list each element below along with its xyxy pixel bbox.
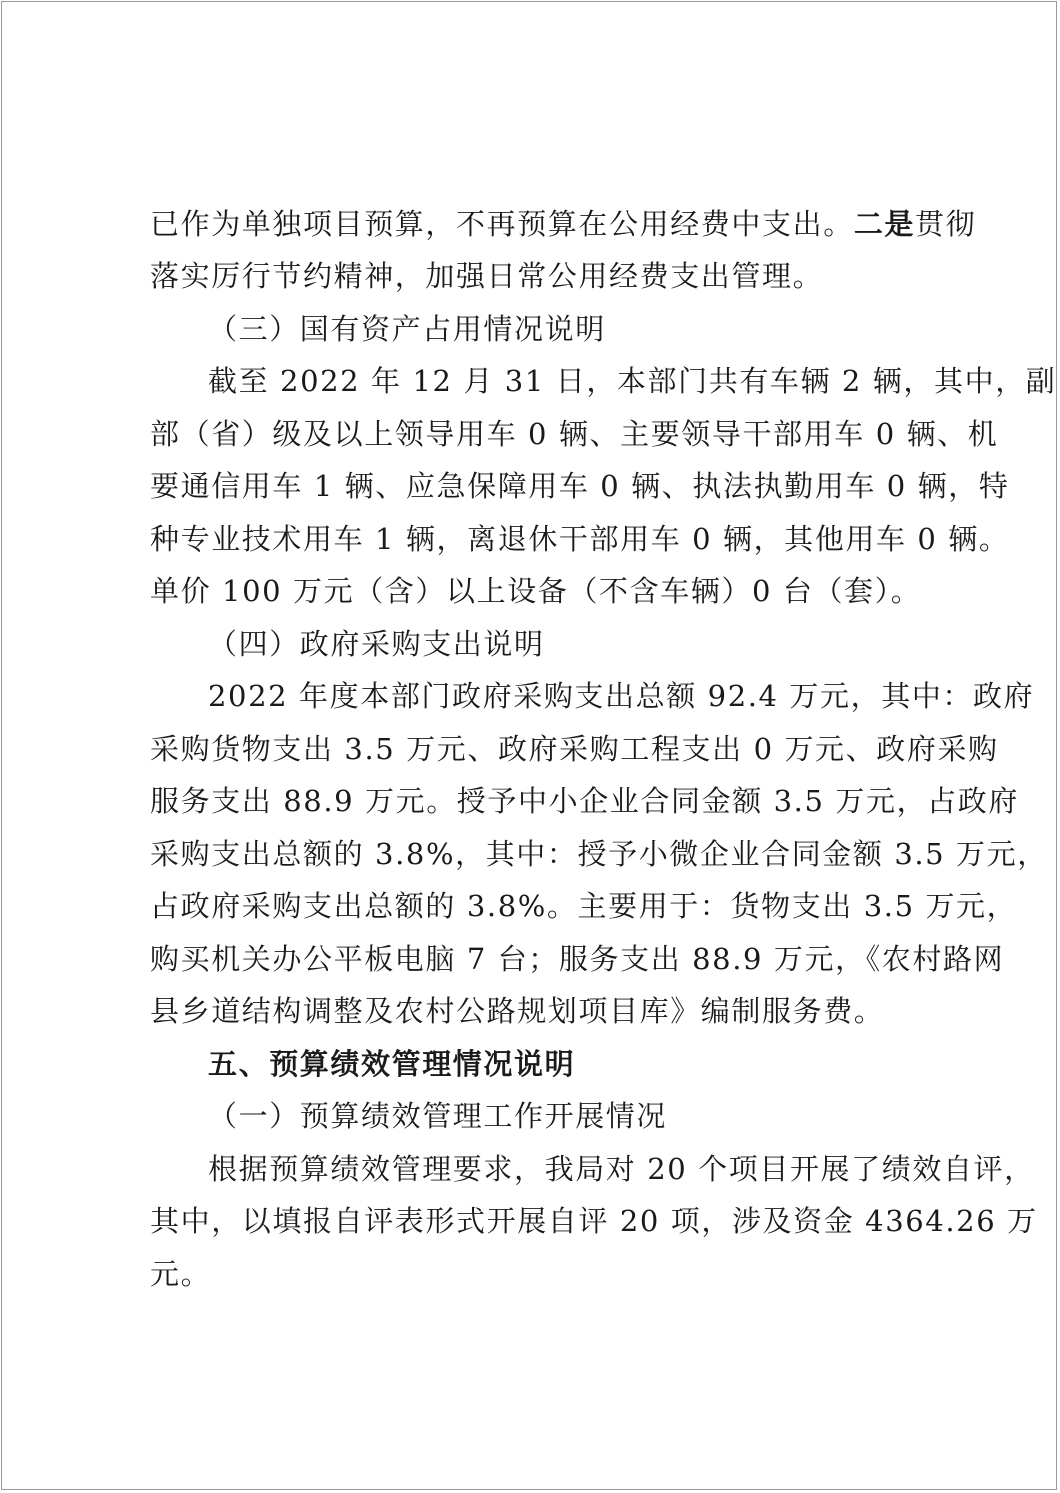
text-line	[150, 1195, 1038, 1247]
text-segment: 部（省）级及以上领导用车 0 辆、主要领导干部用车 0 辆、机	[150, 417, 999, 451]
text-line	[150, 828, 1048, 880]
section-heading-performance	[208, 1038, 575, 1090]
text-line	[150, 250, 823, 302]
text-segment: 占政府采购支出总额的 3.8%。主要用于：货物支出 3.5 万元，	[150, 889, 1018, 923]
text-line	[150, 880, 1017, 932]
text-line	[208, 670, 1034, 722]
text-segment: 落实厉行节约精神，加强日常公用经费支出管理。	[150, 259, 824, 293]
section-heading-procurement	[208, 618, 545, 670]
text-line	[150, 775, 1019, 827]
heading-text: 五、预算绩效管理情况说明	[208, 1047, 576, 1081]
text-line	[150, 513, 1009, 565]
heading-text: （四）政府采购支出说明	[208, 627, 545, 661]
text-segment: 贯彻	[915, 207, 977, 241]
text-segment: 截至 2022 年 12 月 31 日，本部门共有车辆 2 辆，其中，副	[208, 364, 1057, 398]
heading-text: （一）预算绩效管理工作开展情况	[208, 1099, 668, 1133]
text-segment: 服务支出 88.9 万元。授予中小企业合同金额 3.5 万元，占政府	[150, 784, 1019, 818]
text-segment: 采购货物支出 3.5 万元、政府采购工程支出 0 万元、政府采购	[150, 732, 999, 766]
text-segment: 县乡道结构调整及农村公路规划项目库》编制服务费。	[150, 994, 885, 1028]
section-heading-assets	[208, 303, 606, 355]
text-line	[150, 408, 998, 460]
text-line	[208, 1143, 1035, 1195]
subsection-heading-performance-work	[208, 1090, 667, 1142]
text-line	[150, 198, 976, 250]
text-segment-bold: 二是	[853, 207, 916, 241]
text-segment: 采购支出总额的 3.8%，其中：授予小微企业合同金额 3.5 万元，	[150, 837, 1048, 871]
text-line	[150, 985, 884, 1037]
text-segment: 要通信用车 1 辆、应急保障用车 0 辆、执法执勤用车 0 辆，特	[150, 469, 1010, 503]
text-segment: 种专业技术用车 1 辆，离退休干部用车 0 辆，其他用车 0 辆。	[150, 522, 1010, 556]
text-segment: 其中，以填报自评表形式开展自评 20 项，涉及资金 4364.26 万	[150, 1204, 1038, 1238]
text-segment: 元。	[150, 1257, 212, 1291]
text-line	[150, 933, 1004, 985]
text-line	[150, 460, 1009, 512]
text-line	[208, 355, 1056, 407]
heading-text: （三）国有资产占用情况说明	[208, 312, 606, 346]
text-segment: 购买机关办公平板电脑 7 台；服务支出 88.9 万元，《农村路网	[150, 942, 1005, 976]
text-line	[150, 723, 999, 775]
text-segment: 2022 年度本部门政府采购支出总额 92.4 万元，其中：政府	[208, 679, 1035, 713]
page-frame	[1, 1, 1057, 1490]
text-segment: 单价 100 万元（含）以上设备（不含车辆）0 台（套）。	[150, 574, 922, 608]
text-segment: 已作为单独项目预算，不再预算在公用经费中支出。	[150, 207, 854, 241]
text-line	[150, 1248, 211, 1300]
text-segment: 根据预算绩效管理要求，我局对 20 个项目开展了绩效自评，	[208, 1152, 1035, 1186]
text-line	[150, 565, 921, 617]
